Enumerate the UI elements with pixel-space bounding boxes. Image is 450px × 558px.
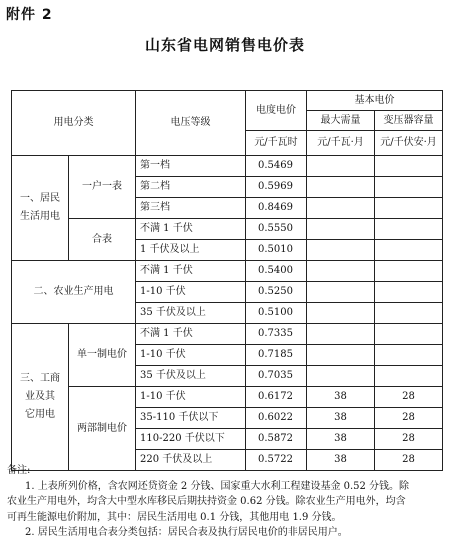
header-price: 电度电价 <box>246 91 307 131</box>
max-demand-cell <box>307 282 375 303</box>
energy-price: 0.7335 <box>246 324 307 345</box>
voltage-level: 35 千伏及以上 <box>136 366 246 387</box>
note-1-line1: 1. 上表所列价格，含农网还贷资金 2 分钱、国家重大水利工程建设基金 0.52 分钱。除 <box>25 480 410 492</box>
capacity-cell <box>375 366 443 387</box>
category-residential-line2: 生活用电 <box>20 211 60 222</box>
energy-price: 0.5872 <box>246 429 307 450</box>
max-demand-cell <box>307 219 375 240</box>
capacity-cell <box>375 345 443 366</box>
voltage-level: 1-10 千伏 <box>136 387 246 408</box>
table-header-row <box>12 91 443 111</box>
category-industrial-line3: 它用电 <box>25 409 55 420</box>
header-category: 用电分类 <box>12 91 136 156</box>
annex-label: 附件 2 <box>6 7 53 23</box>
voltage-level: 不满 1 千伏 <box>136 219 246 240</box>
energy-price: 0.5250 <box>246 282 307 303</box>
max-demand-cell <box>307 177 375 198</box>
table-row <box>12 324 443 345</box>
table-row <box>12 219 443 240</box>
energy-price: 0.5400 <box>246 261 307 282</box>
voltage-level: 220 千伏及以上 <box>136 450 246 471</box>
max-demand-cell <box>307 261 375 282</box>
header-max-demand-unit: 元/千瓦·月 <box>307 131 375 156</box>
energy-price: 0.5100 <box>246 303 307 324</box>
category-residential <box>12 156 69 261</box>
table-row <box>12 156 443 177</box>
note-1-line3: 可再生能源电价附加，其中：居民生活用电 0.1 分钱，其他用电 1.9 分钱。 <box>7 511 342 523</box>
energy-price: 0.6172 <box>246 387 307 408</box>
max-demand-cell <box>307 303 375 324</box>
header-capacity-unit: 元/千伏安·月 <box>375 131 443 156</box>
capacity-cell <box>375 282 443 303</box>
subcategory-single-part: 单一制电价 <box>69 324 136 387</box>
voltage-level: 35 千伏及以上 <box>136 303 246 324</box>
subcategory-combined: 合表 <box>69 219 136 261</box>
tariff-table <box>11 90 443 471</box>
energy-price: 0.6022 <box>246 408 307 429</box>
capacity-cell: 28 <box>375 429 443 450</box>
header-max-demand: 最大需量 <box>307 111 375 131</box>
capacity-cell <box>375 219 443 240</box>
capacity-cell <box>375 240 443 261</box>
header-basic-price: 基本电价 <box>307 91 443 111</box>
voltage-level: 1-10 千伏 <box>136 345 246 366</box>
table-row <box>12 387 443 408</box>
capacity-cell <box>375 198 443 219</box>
category-agriculture: 二、农业生产用电 <box>12 261 136 324</box>
capacity-cell <box>375 303 443 324</box>
category-industrial-line2: 业及其 <box>25 391 55 402</box>
voltage-level: 第一档 <box>136 156 246 177</box>
energy-price: 0.7035 <box>246 366 307 387</box>
header-capacity: 变压器容量 <box>375 111 443 131</box>
capacity-cell <box>375 156 443 177</box>
subcategory-two-part: 两部制电价 <box>69 387 136 471</box>
category-industrial <box>12 324 69 471</box>
header-voltage: 电压等级 <box>136 91 246 156</box>
max-demand-cell: 38 <box>307 408 375 429</box>
capacity-cell <box>375 177 443 198</box>
energy-price: 0.5550 <box>246 219 307 240</box>
voltage-level: 不满 1 千伏 <box>136 261 246 282</box>
voltage-level: 第二档 <box>136 177 246 198</box>
note-1-line2: 农业生产用电外，均含大中型水库移民后期扶持资金 0.62 分钱。除农业生产用电外，均含 <box>7 496 406 507</box>
energy-price: 0.5969 <box>246 177 307 198</box>
energy-price: 0.7185 <box>246 345 307 366</box>
max-demand-cell <box>307 156 375 177</box>
max-demand-cell <box>307 198 375 219</box>
notes-section <box>7 463 445 541</box>
capacity-cell: 28 <box>375 450 443 471</box>
page-title: 山东省电网销售电价表 <box>144 36 305 54</box>
voltage-level: 110-220 千伏以下 <box>136 429 246 450</box>
voltage-level: 1-10 千伏 <box>136 282 246 303</box>
max-demand-cell <box>307 240 375 261</box>
max-demand-cell: 38 <box>307 429 375 450</box>
energy-price: 0.5722 <box>246 450 307 471</box>
capacity-cell: 28 <box>375 408 443 429</box>
capacity-cell <box>375 261 443 282</box>
energy-price: 0.5469 <box>246 156 307 177</box>
category-residential-line1: 一、居民 <box>20 193 60 204</box>
capacity-cell <box>375 324 443 345</box>
voltage-level: 1 千伏及以上 <box>136 240 246 261</box>
table-row <box>12 261 443 282</box>
capacity-cell: 28 <box>375 387 443 408</box>
max-demand-cell <box>307 345 375 366</box>
category-industrial-line1: 三、工商 <box>20 373 60 384</box>
max-demand-cell <box>307 366 375 387</box>
voltage-level: 不满 1 千伏 <box>136 324 246 345</box>
subcategory-one-household: 一户一表 <box>69 156 136 219</box>
max-demand-cell <box>307 324 375 345</box>
voltage-level: 第三档 <box>136 198 246 219</box>
notes-heading: 备注: <box>7 465 31 476</box>
voltage-level: 35-110 千伏以下 <box>136 408 246 429</box>
max-demand-cell: 38 <box>307 450 375 471</box>
header-price-unit: 元/千瓦时 <box>246 131 307 156</box>
max-demand-cell: 38 <box>307 387 375 408</box>
note-2: 2. 居民生活用电合表分类包括：居民合表及执行居民电价的非居民用户。 <box>25 527 348 538</box>
energy-price: 0.5010 <box>246 240 307 261</box>
energy-price: 0.8469 <box>246 198 307 219</box>
